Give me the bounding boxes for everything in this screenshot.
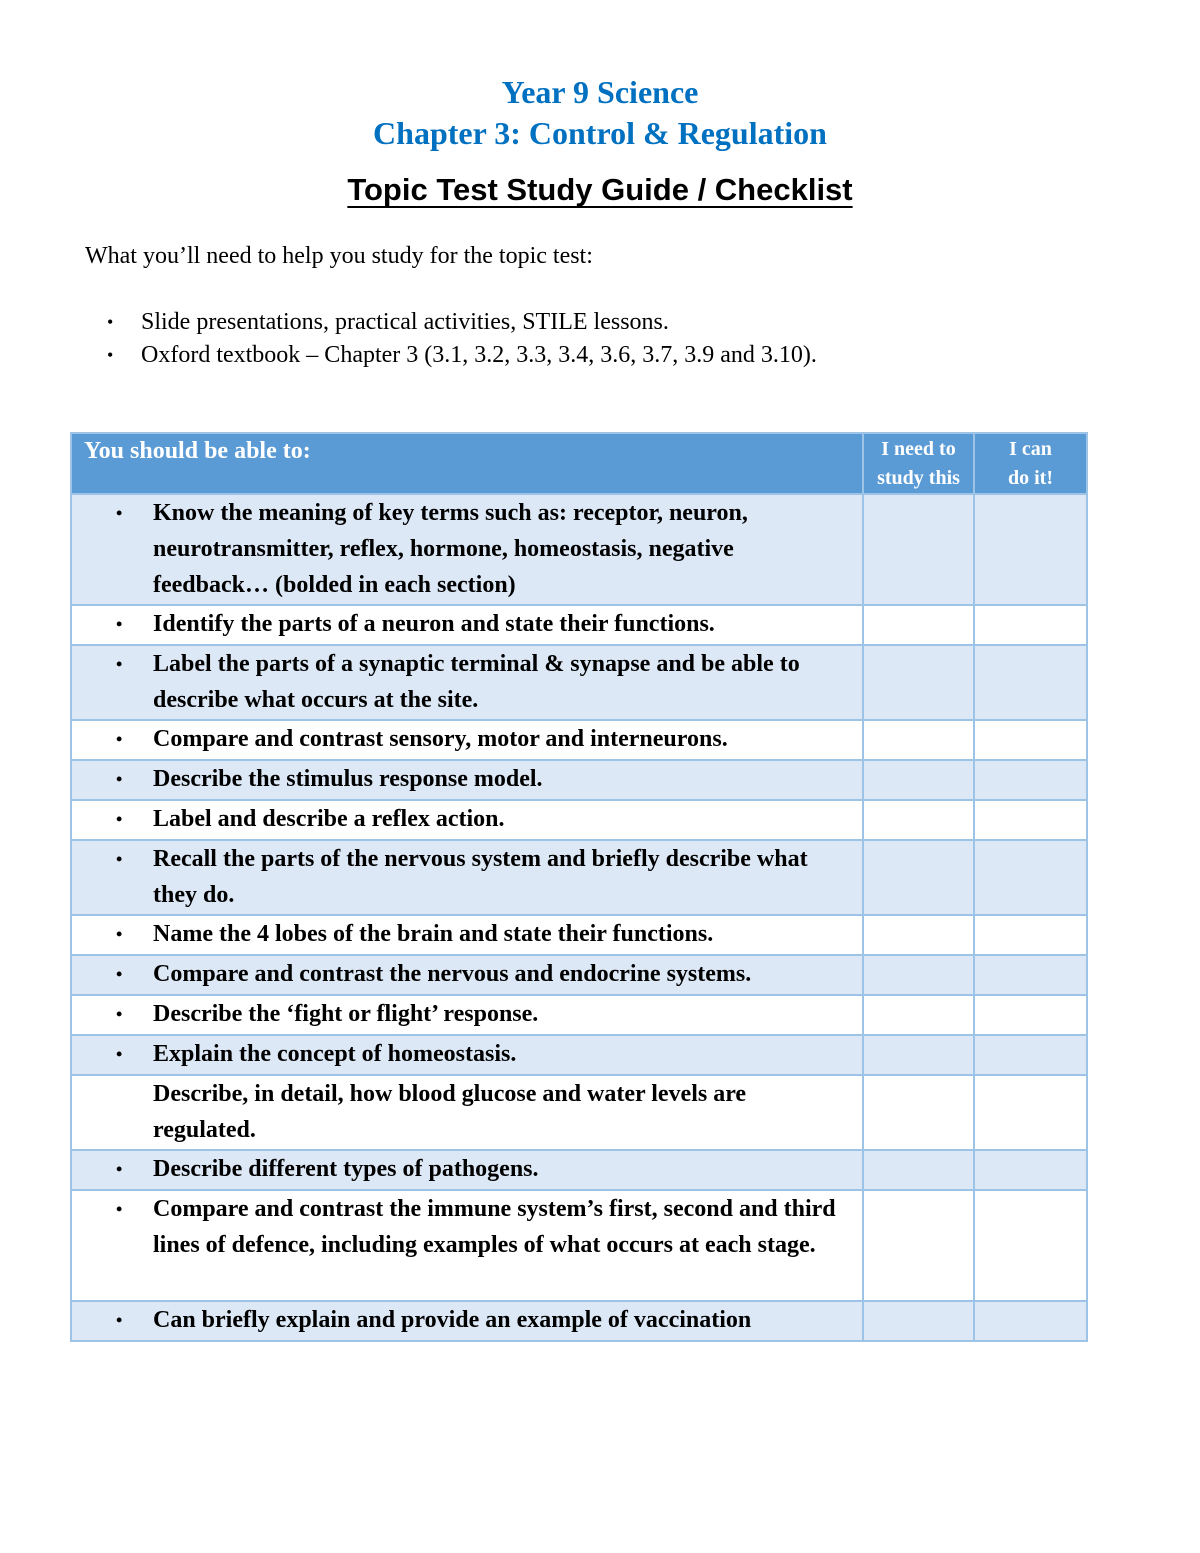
materials-item [85, 306, 817, 339]
task-cell [71, 915, 863, 955]
header-need-to-study [863, 433, 974, 494]
task-text: Recall the parts of the nervous system and briefly describe what they do. [153, 846, 808, 908]
table-row [71, 1301, 1087, 1341]
task-text: Identify the parts of a neuron and state their functions. [153, 611, 715, 637]
table-row [71, 1075, 1087, 1150]
can-do-checkbox[interactable] [974, 605, 1087, 645]
task-cell [71, 1075, 863, 1150]
task-cell [71, 955, 863, 995]
task-cell [71, 605, 863, 645]
title-chapter: Chapter 3: Control & Regulation [373, 115, 827, 151]
task-cell [71, 720, 863, 760]
table-row [71, 720, 1087, 760]
task-cell [71, 995, 863, 1035]
bullet-icon: • [116, 924, 123, 944]
bullet-icon: • [107, 345, 114, 365]
need-to-study-checkbox[interactable] [863, 605, 974, 645]
bullet-icon: • [107, 312, 114, 332]
subtitle-text: Topic Test Study Guide / Checklist [347, 172, 853, 207]
task-cell [71, 494, 863, 605]
task-cell [71, 760, 863, 800]
bullet-icon: • [116, 654, 123, 674]
need-to-study-checkbox[interactable] [863, 915, 974, 955]
can-do-checkbox[interactable] [974, 800, 1087, 840]
bullet-icon: • [116, 1310, 123, 1330]
document-subtitle [0, 172, 1200, 208]
can-do-checkbox[interactable] [974, 1301, 1087, 1341]
can-do-checkbox[interactable] [974, 720, 1087, 760]
table-row [71, 1190, 1087, 1301]
materials-list [85, 306, 817, 372]
table-header-row [71, 433, 1087, 494]
task-text: Compare and contrast the nervous and endocrine systems. [153, 961, 752, 987]
checklist-table [70, 432, 1088, 1342]
header-need-line1: I need to [881, 438, 956, 460]
task-cell [71, 1190, 863, 1301]
need-to-study-checkbox[interactable] [863, 1150, 974, 1190]
need-to-study-checkbox[interactable] [863, 840, 974, 915]
task-text: Compare and contrast the immune system’s first, second and third lines of defence, including examples of what occurs at each stage. [153, 1196, 836, 1258]
table-row [71, 995, 1087, 1035]
can-do-checkbox[interactable] [974, 955, 1087, 995]
task-cell [71, 1301, 863, 1341]
task-text: Describe different types of pathogens. [153, 1156, 539, 1182]
task-cell [71, 1035, 863, 1075]
need-to-study-checkbox[interactable] [863, 760, 974, 800]
task-cell [71, 840, 863, 915]
table-row [71, 605, 1087, 645]
table-row [71, 915, 1087, 955]
document-title [0, 72, 1200, 154]
title-year: Year 9 Science [501, 74, 699, 110]
bullet-icon: • [116, 964, 123, 984]
bullet-icon: • [116, 809, 123, 829]
task-text: Describe the stimulus response model. [153, 766, 543, 792]
can-do-checkbox[interactable] [974, 840, 1087, 915]
task-text: Can briefly explain and provide an example of vaccination [153, 1307, 752, 1333]
bullet-icon: • [116, 503, 123, 523]
can-do-checkbox[interactable] [974, 1190, 1087, 1301]
table-row [71, 1035, 1087, 1075]
can-do-checkbox[interactable] [974, 494, 1087, 605]
can-do-checkbox[interactable] [974, 760, 1087, 800]
checklist-body [71, 494, 1087, 1341]
table-row [71, 494, 1087, 605]
table-row [71, 760, 1087, 800]
task-cell [71, 1150, 863, 1190]
table-row [71, 840, 1087, 915]
materials-item-text: Slide presentations, practical activities, STILE lessons. [141, 309, 669, 335]
task-text: Compare and contrast sensory, motor and interneurons. [153, 726, 728, 752]
can-do-checkbox[interactable] [974, 645, 1087, 720]
header-task: You should be able to: [71, 433, 863, 494]
can-do-checkbox[interactable] [974, 995, 1087, 1035]
task-text: Explain the concept of homeostasis. [153, 1041, 517, 1067]
table-row [71, 1150, 1087, 1190]
task-cell [71, 800, 863, 840]
bullet-icon: • [116, 769, 123, 789]
bullet-icon: • [116, 1159, 123, 1179]
can-do-checkbox[interactable] [974, 915, 1087, 955]
task-text: Describe, in detail, how blood glucose and water levels are regulated. [153, 1081, 747, 1143]
need-to-study-checkbox[interactable] [863, 955, 974, 995]
task-text: Label and describe a reflex action. [153, 806, 505, 832]
need-to-study-checkbox[interactable] [863, 494, 974, 605]
task-text: Know the meaning of key terms such as: receptor, neuron, neurotransmitter, reflex, hormone, homeostasis, negative feedback… (bolded in each section) [153, 500, 748, 598]
bullet-icon: • [116, 849, 123, 869]
need-to-study-checkbox[interactable] [863, 1075, 974, 1150]
need-to-study-checkbox[interactable] [863, 720, 974, 760]
materials-item-text: Oxford textbook – Chapter 3 (3.1, 3.2, 3.3, 3.4, 3.6, 3.7, 3.9 and 3.10). [141, 342, 817, 368]
materials-item [85, 339, 817, 372]
need-to-study-checkbox[interactable] [863, 995, 974, 1035]
table-row [71, 955, 1087, 995]
need-to-study-checkbox[interactable] [863, 645, 974, 720]
need-to-study-checkbox[interactable] [863, 1035, 974, 1075]
need-to-study-checkbox[interactable] [863, 800, 974, 840]
can-do-checkbox[interactable] [974, 1150, 1087, 1190]
table-row [71, 645, 1087, 720]
can-do-checkbox[interactable] [974, 1075, 1087, 1150]
task-text: Label the parts of a synaptic terminal & synapse and be able to describe what occurs at the site. [153, 651, 800, 713]
bullet-icon: • [116, 1004, 123, 1024]
can-do-checkbox[interactable] [974, 1035, 1087, 1075]
intro-text: What you’ll need to help you study for the topic test: [85, 243, 593, 269]
need-to-study-checkbox[interactable] [863, 1190, 974, 1301]
bullet-icon: • [116, 1044, 123, 1064]
header-can-line1: I can [1009, 438, 1052, 460]
bullet-icon: • [116, 729, 123, 749]
need-to-study-checkbox[interactable] [863, 1301, 974, 1341]
bullet-icon: • [116, 614, 123, 634]
table-row [71, 800, 1087, 840]
header-can-line2: do it! [1008, 467, 1053, 489]
task-cell [71, 645, 863, 720]
task-text: Name the 4 lobes of the brain and state their functions. [153, 921, 714, 947]
header-can-do [974, 433, 1087, 494]
header-need-line2: study this [877, 467, 960, 489]
bullet-icon: • [116, 1199, 123, 1219]
task-text: Describe the ‘fight or flight’ response. [153, 1001, 539, 1027]
